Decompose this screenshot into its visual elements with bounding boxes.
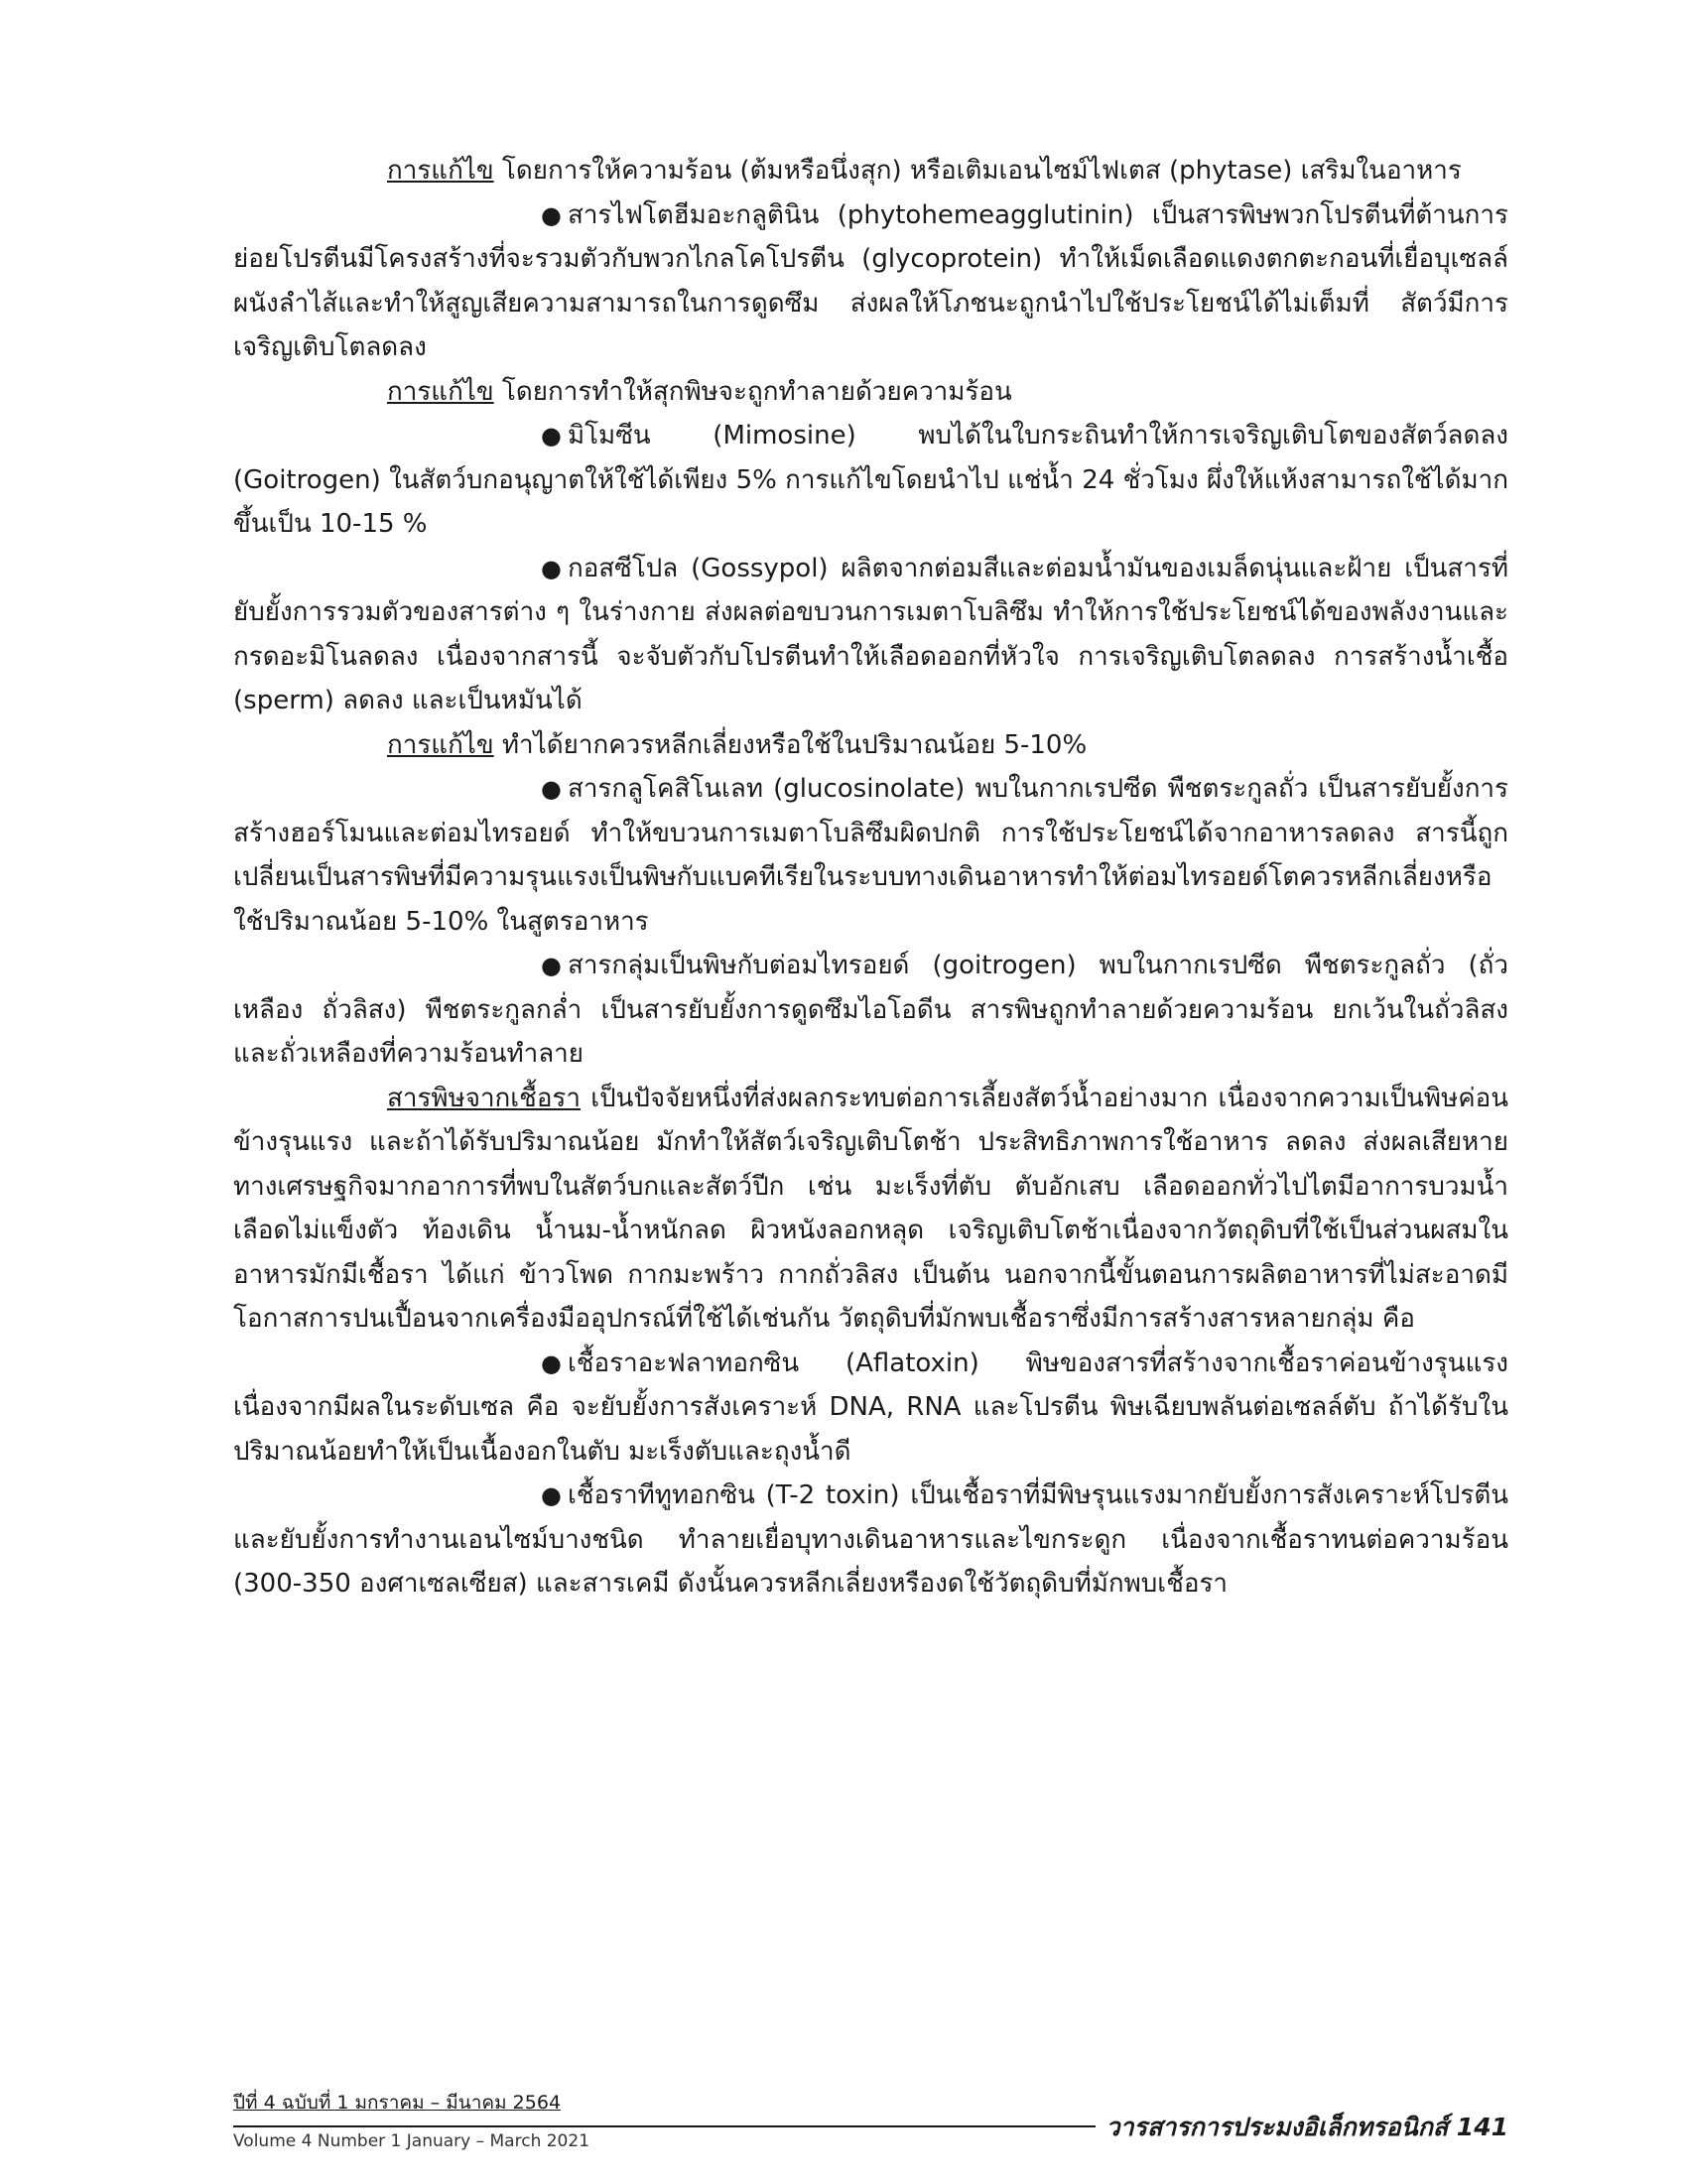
paragraph-phytohemagglutinin: [233, 193, 1508, 370]
bullet-icon: ●: [541, 952, 562, 979]
paragraph-text: สารไฟโตฮีมอะกลูตินิน (phytohemeagglutinin) เป็นสารพิษพวกโปรตีนที่ต้านการย่อยโปรตีนมีโครงสร้างที่จะรวมตัวกับพวกไกลโคโปรตีน (glycoprotein) ทำให้เม็ดเลือดแดงตกตะกอนที่เยื่อบุเซลล์ผนังลำไส้และทำให้สูญเสียความสามารถในการดูดซึม ส่งผลให้โภชนะถูกนำไปใช้ประโยชน์ได้ไม่เต็มที่ สัตว์มีการเจริญเติบโตลดลง: [233, 199, 1508, 362]
paragraph-solution-2: [233, 370, 1508, 415]
paragraph-solution-1: [233, 149, 1508, 193]
footer-issue-thai: ปีที่ 4 ฉบับที่ 1 มกราคม – มีนาคม 2564: [233, 2092, 562, 2114]
bullet-icon: ●: [541, 422, 562, 450]
paragraph-glucosinolate: [233, 767, 1508, 944]
bullet-icon: ●: [541, 200, 562, 229]
bullet-icon: ●: [541, 1481, 562, 1509]
paragraph-text: เชื้อราอะฟลาทอกซิน (Aflatoxin) พิษของสารที่สร้างจากเชื้อราค่อนข้างรุนแรง เนื่องจากมีผลในระดับเซล คือ จะยับยั้งการสังเคราะห์ DNA, RNA และโปรตีน พิษเฉียบพลันต่อเซลล์ตับ ถ้าได้รับในปริมาณน้อยทำให้เป็นเนื้องอกในตับ มะเร็งตับและถุงน้ำดี: [233, 1348, 1508, 1467]
paragraph-goitrogen: [233, 944, 1508, 1077]
bullet-icon: ●: [541, 554, 562, 582]
footer-issue-english: Volume 4 Number 1 January – March 2021: [233, 2131, 590, 2151]
bullet-icon: ●: [541, 775, 562, 803]
paragraph-t2-toxin: [233, 1474, 1508, 1606]
paragraph-gossypol: [233, 547, 1508, 723]
solution-label: การแก้ไข: [387, 729, 494, 760]
paragraph-text: มิโมซีน (Mimosine) พบได้ในใบกระถินทำให้การเจริญเติบโตของสัตว์ลดลง (Goitrogen) ในสัตว์บกอนุญาตให้ใช้ได้เพียง 5% การแก้ไขโดยนำไป แช่น้ำ 24 ชั่วโมง ผึ่งให้แห้งสามารถใช้ได้มากขึ้นเป็น 10-15 %: [233, 421, 1508, 539]
article-body: [233, 149, 1508, 1606]
paragraph-text: สารกลุ่มเป็นพิษกับต่อมไทรอยด์ (goitrogen) พบในกากเรปซีด พืชตระกูลถั่ว (ถั่วเหลือง ถั่วลิสง) พืชตระกูลกล่ำ เป็นสารยับยั้งการดูดซึมไอโอดีน สารพิษถูกทำลายด้วยความร้อน ยกเว้นในถั่วลิสง และถั่วเหลืองที่ความร้อนทำลาย: [233, 951, 1508, 1069]
paragraph-text: โดยการให้ความร้อน (ต้มหรือนึ่งสุก) หรือเติมเอนไซม์ไฟเตส (phytase) เสริมในอาหาร: [493, 156, 1462, 186]
paragraph-text: สารกลูโคสิโนเลท (glucosinolate) พบในกากเรปซีด พืชตระกูลถั่ว เป็นสารยับยั้งการสร้างฮอร์โมนและต่อมไทรอยด์ ทำให้ขบวนการเมตาโบลิซึมผิดปกติ การใช้ประโยชน์ได้จากอาหารลดลง สารนี้ถูกเปลี่ยนเป็นสารพิษที่มีความรุนแรงเป็นพิษกับแบคทีเรียในระบบทางเดินอาหารทำให้ต่อมไทรอยด์โตควรหลีกเลี่ยงหรือใช้ปริมาณน้อย 5-10% ในสูตรอาหาร: [233, 774, 1508, 937]
mycotoxin-label: สารพิษจากเชื้อรา: [387, 1083, 581, 1113]
footer-journal-title: วารสารการประมงอิเล็กทรอนิกส์ 141: [1096, 2108, 1508, 2147]
paragraph-mycotoxin: [233, 1077, 1508, 1342]
paragraph-text: ทำได้ยากควรหลีกเลี่ยงหรือใช้ในปริมาณน้อย 5-10%: [493, 729, 1088, 760]
paragraph-mimosine: [233, 414, 1508, 547]
page-footer: [233, 2088, 1508, 2177]
solution-label: การแก้ไข: [387, 156, 494, 186]
paragraph-text: กอสซีโปล (Gossypol) ผลิตจากต่อมสีและต่อมน้ำมันของเมล็ดนุ่นและฝ้าย เป็นสารที่ยับยั้งการรวมตัวของสารต่าง ๆ ในร่างกาย ส่งผลต่อขบวนการเมตาโบลิซึม ทำให้การใช้ประโยชน์ได้ของพลังงานและกรดอะมิโนลดลง เนื่องจากสารนี้ จะจับตัวกับโปรตีนทำให้เลือดออกที่หัวใจ การเจริญเติบโตลดลง การสร้างน้ำเชื้อ (sperm) ลดลง และเป็นหมันได้: [233, 553, 1508, 715]
paragraph-text: เชื้อราทีทูทอกซิน (T-2 toxin) เป็นเชื้อราที่มีพิษรุนแรงมากยับยั้งการสังเคราะห์โปรตีนและยับยั้งการทำงานเอนไซม์บางชนิด ทำลายเยื่อบุทางเดินอาหารและไขกระดูก เนื่องจากเชื้อราทนต่อความร้อน (300-350 องศาเซลเซียส) และสารเคมี ดังนั้นควรหลีกเลี่ยงหรืองดใช้วัตถุดิบที่มักพบเชื้อรา: [233, 1480, 1508, 1599]
solution-label: การแก้ไข: [387, 376, 494, 407]
paragraph-solution-3: [233, 723, 1508, 768]
bullet-icon: ●: [541, 1349, 562, 1377]
paragraph-text: เป็นปัจจัยหนึ่งที่ส่งผลกระทบต่อการเลี้ยงสัตว์น้ำอย่างมาก เนื่องจากความเป็นพิษค่อนข้างรุนแรง และถ้าได้รับปริมาณน้อย มักทำให้สัตว์เจริญเติบโตช้า ประสิทธิภาพการใช้อาหาร ลดลง ส่งผลเสียหายทางเศรษฐกิจมากอาการที่พบในสัตว์บกและสัตว์ปีก เช่น มะเร็งที่ตับ ตับอักเสบ เลือดออกทั่วไปไตมีอาการบวมน้ำ เลือดไม่แข็งตัว ท้องเดิน น้ำนม-น้ำหนักลด ผิวหนังลอกหลุด เจริญเติบโตช้าเนื่องจากวัตถุดิบที่ใช้เป็นส่วนผสมในอาหารมักมีเชื้อรา ได้แก่ ข้าวโพด กากมะพร้าว กากถั่วลิสง เป็นต้น นอกจากนี้ขั้นตอนการผลิตอาหารที่ไม่สะอาดมีโอกาสการปนเปื้อนจากเครื่องมืออุปกรณ์ที่ใช้ได้เช่นกัน วัตถุดิบที่มักพบเชื้อราซึ่งมีการสร้างสารหลายกลุ่ม คือ: [233, 1083, 1508, 1334]
paragraph-aflatoxin: [233, 1342, 1508, 1475]
paragraph-text: โดยการทำให้สุกพิษจะถูกทำลายด้วยความร้อน: [493, 376, 1012, 407]
